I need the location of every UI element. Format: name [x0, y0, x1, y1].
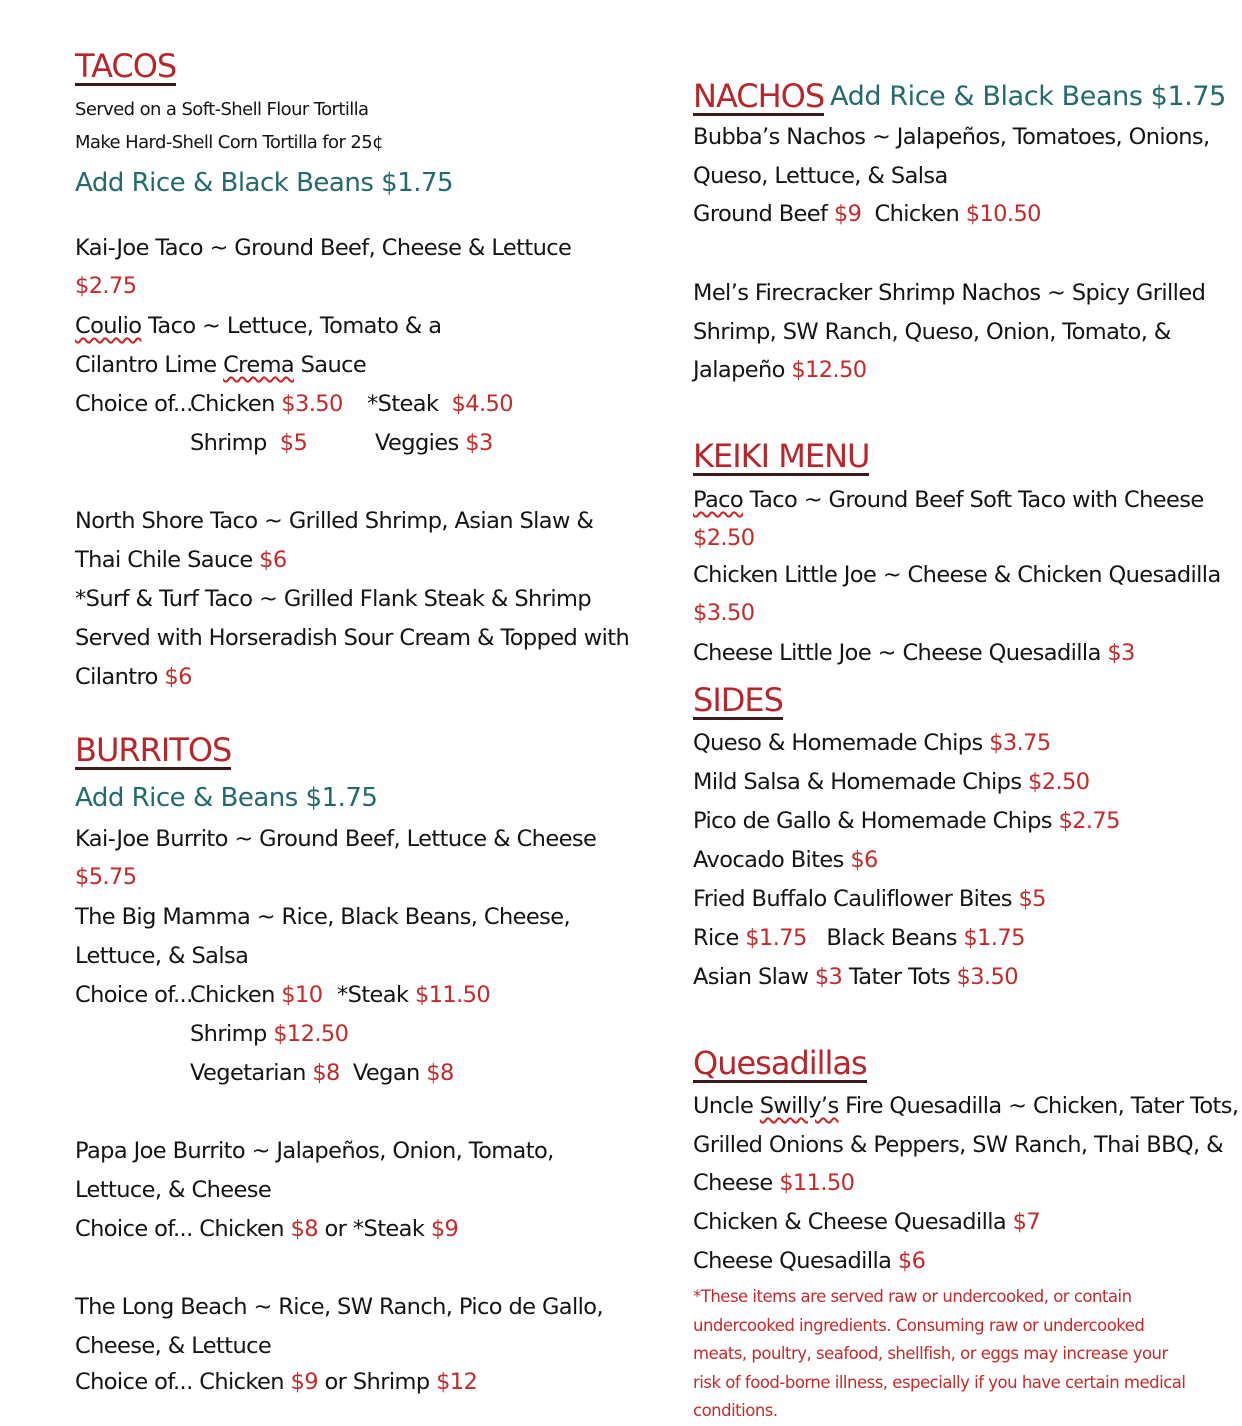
- side-avocado-bites: [693, 849, 878, 872]
- option-label: Shrimp: [190, 1021, 267, 1047]
- bubbas-nachos-prices: [693, 203, 1041, 226]
- side-price: $3: [814, 964, 843, 990]
- kai-joe-burrito-price: $5.75: [75, 864, 137, 890]
- option-label: Vegan: [352, 1060, 420, 1086]
- tacos-heading: TACOS: [75, 47, 177, 85]
- option-label: *Steak: [337, 982, 409, 1008]
- side-label: Fried Buffalo Cauliflower Bites: [693, 886, 1019, 912]
- mels-nachos-line3: [693, 359, 867, 382]
- side-price: $3.75: [989, 730, 1051, 756]
- option-price: $12.50: [273, 1021, 349, 1047]
- papa-joe-choice-line: [75, 1218, 458, 1241]
- paco-word: Paco: [693, 487, 744, 513]
- swilly-word: Swilly’s: [759, 1093, 839, 1119]
- long-shrimp-price: $12: [436, 1369, 478, 1395]
- quesadilla-label: Cheese Quesadilla: [693, 1248, 898, 1274]
- option-price: $10: [281, 982, 323, 1008]
- side-label: Black Beans: [806, 925, 964, 951]
- uncle-text: Uncle: [693, 1093, 760, 1119]
- coulio-veggies-option: [375, 432, 493, 455]
- option-label: Chicken: [190, 982, 275, 1008]
- option-price: $5: [279, 430, 308, 456]
- side-label: Pico de Gallo & Homemade Chips: [693, 808, 1059, 834]
- coulio-chicken-option: [190, 393, 343, 416]
- swilly-rest: Fire Quesadilla ~ Chicken, Tater Tots,: [838, 1093, 1239, 1119]
- option-price: $3.50: [281, 391, 343, 417]
- side-label: Queso & Homemade Chips: [693, 730, 990, 756]
- swilly-cheese: Cheese: [693, 1170, 780, 1196]
- north-shore-price: $6: [259, 547, 287, 573]
- surf-turf-price: $6: [164, 664, 192, 690]
- bubbas-nachos-description: Bubba’s Nachos ~ Jalapeños, Tomatoes, Onions,: [693, 124, 1210, 150]
- side-label: Mild Salsa & Homemade Chips: [693, 769, 1029, 795]
- sides-heading: SIDES: [693, 681, 783, 719]
- long-beach-description: The Long Beach ~ Rice, SW Ranch, Pico de Gallo,: [75, 1294, 603, 1320]
- chicken-little-joe-price: $3.50: [693, 600, 755, 626]
- paco-taco-price: $2.50: [693, 525, 755, 551]
- quesadilla-price: $6: [897, 1248, 926, 1274]
- cheese-little-joe-line: [693, 642, 1135, 665]
- chicken-cheese-quesadilla: [693, 1211, 1040, 1234]
- burritos-heading: BURRITOS: [75, 731, 232, 769]
- choice-text: Choice of... Chicken: [75, 1369, 291, 1395]
- big-mamma-choice-label: Choice of...: [75, 982, 193, 1008]
- nachos-heading: NACHOS: [693, 77, 825, 115]
- side-mild-salsa: [693, 771, 1089, 794]
- tacos-serving-note: Served on a Soft-Shell Flour Tortilla: [75, 99, 369, 120]
- coulio-taco-line: [75, 315, 441, 338]
- mels-jalapeno: Jalapeño: [693, 357, 792, 383]
- long-chicken-price: $9: [290, 1369, 318, 1395]
- quesadilla-label: Chicken & Cheese Quesadilla: [693, 1209, 1013, 1235]
- surf-turf-cilantro: Cilantro: [75, 664, 165, 690]
- mels-nachos-price: $12.50: [791, 357, 867, 383]
- choice-text: Choice of... Chicken: [75, 1216, 291, 1242]
- raw-food-disclaimer: *These items are served raw or undercooked, or contain undercooked ingredients. Consuming raw or undercooked meats, poultry, seafood, shellfish, or eggs may increase your risk of food-borne illness, especially if you have certain medical conditions.: [693, 1287, 1186, 1420]
- swilly-quesadilla-line3: [693, 1172, 854, 1195]
- chicken-little-joe-description: Chicken Little Joe ~ Cheese & Chicken Quesadilla: [693, 562, 1221, 588]
- option-label: *Steak: [367, 391, 439, 417]
- sauce-text: Sauce: [294, 352, 367, 378]
- papa-steak-price: $9: [430, 1216, 459, 1242]
- cheese-quesadilla: [693, 1250, 925, 1273]
- quesadillas-heading: Quesadillas: [693, 1044, 867, 1082]
- big-mamma-chicken-option: [190, 984, 322, 1007]
- option-price: $4.50: [451, 391, 513, 417]
- side-label: Avocado Bites: [693, 847, 851, 873]
- option-price: $8: [312, 1060, 340, 1086]
- option-label: Vegetarian: [190, 1060, 306, 1086]
- side-price: $5: [1018, 886, 1046, 912]
- mels-nachos-line2: Shrimp, SW Ranch, Queso, Onion, Tomato, &: [693, 319, 1171, 345]
- side-label: Tater Tots: [842, 964, 957, 990]
- side-price: $1.75: [745, 925, 807, 951]
- bubbas-nachos-line2: Queso, Lettuce, & Salsa: [693, 163, 948, 189]
- paco-taco-rest: Taco ~ Ground Beef Soft Taco with Cheese: [743, 487, 1204, 513]
- side-slaw-tots: [693, 966, 1018, 989]
- surf-turf-taco-line2: Served with Horseradish Sour Cream & Topped with: [75, 625, 630, 651]
- option-label: Veggies: [375, 430, 459, 456]
- side-price: $1.75: [963, 925, 1025, 951]
- cheese-little-joe-description: Cheese Little Joe ~ Cheese Quesadilla: [693, 640, 1108, 666]
- nachos-addon: Add Rice & Black Beans $1.75: [830, 81, 1226, 112]
- swilly-quesadilla-line1: [693, 1095, 1238, 1118]
- tacos-hard-shell-note: Make Hard-Shell Corn Tortilla for 25¢: [75, 132, 383, 153]
- north-shore-sauce: Thai Chile Sauce: [75, 547, 260, 573]
- keiki-menu-heading: KEIKI MENU: [693, 437, 870, 475]
- big-mamma-description: The Big Mamma ~ Rice, Black Beans, Cheese,: [75, 904, 571, 930]
- side-price: $2.75: [1058, 808, 1120, 834]
- coulio-choice-label: Choice of...: [75, 391, 193, 417]
- side-price: $2.50: [1028, 769, 1090, 795]
- option-price: $3: [465, 430, 493, 456]
- north-shore-taco-description: North Shore Taco ~ Grilled Shrimp, Asian Slaw &: [75, 508, 594, 534]
- big-mamma-shrimp-option: [190, 1023, 348, 1046]
- side-cauliflower-bites: [693, 888, 1046, 911]
- swilly-quesadilla-line2: Grilled Onions & Peppers, SW Ranch, Thai BBQ, &: [693, 1132, 1224, 1158]
- side-label: Asian Slaw: [693, 964, 815, 990]
- option-label: Shrimp: [190, 430, 267, 456]
- tacos-addon: Add Rice & Black Beans $1.75: [75, 168, 454, 198]
- north-shore-taco-line2: [75, 549, 287, 572]
- paco-taco-line: [693, 489, 1204, 512]
- coulio-sauce-line: [75, 354, 366, 377]
- coulio-word: Coulio: [75, 313, 142, 339]
- side-label: Rice: [693, 925, 746, 951]
- big-mamma-line2: Lettuce, & Salsa: [75, 943, 249, 969]
- burritos-addon: Add Rice & Beans $1.75: [75, 783, 378, 813]
- cheese-little-joe-price: $3: [1107, 640, 1135, 666]
- big-mamma-steak-option: [337, 984, 490, 1007]
- mels-nachos-description: Mel’s Firecracker Shrimp Nachos ~ Spicy Grilled: [693, 280, 1206, 306]
- long-beach-line2: Cheese, & Lettuce: [75, 1333, 272, 1359]
- papa-joe-burrito-line2: Lettuce, & Cheese: [75, 1177, 272, 1203]
- option-price: $8: [426, 1060, 454, 1086]
- papa-joe-burrito-description: Papa Joe Burrito ~ Jalapeños, Onion, Tomato,: [75, 1138, 554, 1164]
- side-price: $3.50: [956, 964, 1018, 990]
- choice-or-text: or *Steak: [317, 1216, 431, 1242]
- side-queso: [693, 732, 1051, 755]
- long-beach-choice-line: [75, 1371, 477, 1394]
- kai-joe-burrito-description: Kai-Joe Burrito ~ Ground Beef, Lettuce & Cheese: [75, 826, 597, 852]
- side-pico-de-gallo: [693, 810, 1120, 833]
- side-price: $6: [850, 847, 878, 873]
- side-rice-black-beans: [693, 927, 1025, 950]
- crema-word: Crema: [223, 352, 295, 378]
- ground-beef-label: Ground Beef: [693, 201, 834, 227]
- coulio-taco-rest: Taco ~ Lettuce, Tomato & a: [141, 313, 442, 339]
- surf-turf-taco-description: *Surf & Turf Taco ~ Grilled Flank Steak & Shrimp: [75, 586, 592, 612]
- coulio-steak-option: [367, 393, 513, 416]
- chicken-label: Chicken: [861, 201, 966, 227]
- kai-joe-taco-price: $2.75: [75, 273, 137, 299]
- option-price: $11.50: [414, 982, 491, 1008]
- big-mamma-vegetarian-option: [190, 1062, 454, 1085]
- coulio-shrimp-option: [190, 432, 307, 455]
- swilly-price: $11.50: [779, 1170, 855, 1196]
- kai-joe-taco-description: Kai-Joe Taco ~ Ground Beef, Cheese & Lettuce: [75, 235, 572, 261]
- papa-chicken-price: $8: [290, 1216, 318, 1242]
- choice-or-text: or Shrimp: [317, 1369, 437, 1395]
- option-label: Chicken: [190, 391, 275, 417]
- ground-beef-price: $9: [833, 201, 862, 227]
- quesadilla-price: $7: [1012, 1209, 1041, 1235]
- chicken-price: $10.50: [965, 201, 1041, 227]
- surf-turf-taco-line3: [75, 666, 192, 689]
- cilantro-lime-text: Cilantro Lime: [75, 352, 224, 378]
